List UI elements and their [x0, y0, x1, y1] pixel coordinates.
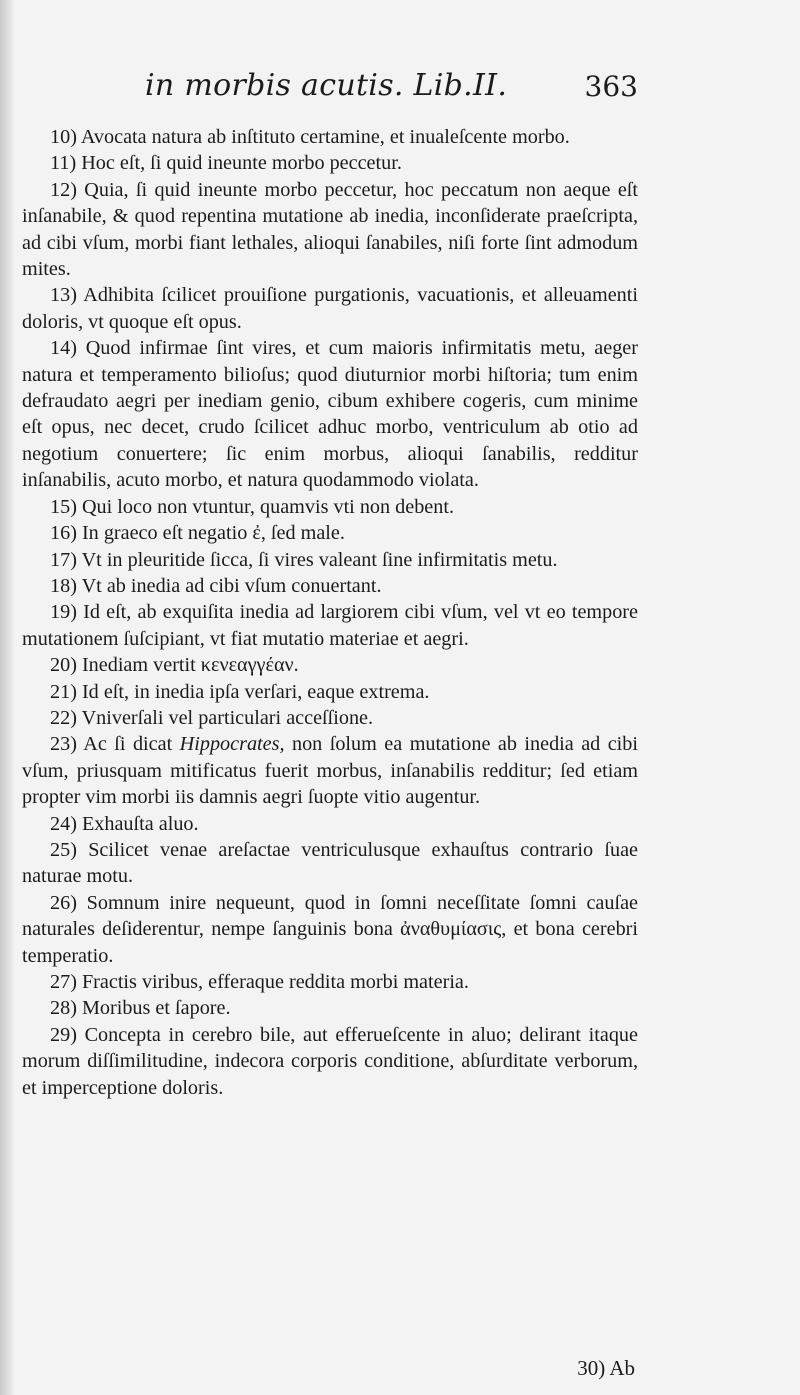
footnotes-block: [22, 124, 638, 1101]
footnote-14: 14) Quod infirmae ſint vires, et cum maioris infirmitatis metu, aeger natura et temperamento bilioſus; quod diuturnior morbi hiſtoria; tum enim defraudato aegri per inediam genio, cibum exhibere cogeris, cum minime eſt opus, nec decet, crudo ſcilicet adhuc morbo, ventriculum ab otio ad negotium conuertere; ſic enim morbus, alioqui ſanabilis, redditur inſanabilis, acuto morbo, et natura quodammodo violata.: [22, 337, 638, 492]
footnote-17: 17) Vt in pleuritide ſicca, ſi vires valeant ſine infirmitatis metu.: [50, 548, 558, 571]
footnote-18: 18) Vt ab inedia ad cibi vſum conuertant.: [50, 574, 382, 597]
footnote-29: 29) Concepta in cerebro bile, aut efferueſcente in aluo; delirant itaque morum diſſimilitudine, indecora corporis conditione, abſurditate verborum, et imperceptione doloris.: [22, 1023, 638, 1099]
footnote-12: 12) Quia, ſi quid ineunte morbo peccetur, hoc peccatum non aeque eſt inſanabile, & quod repentina mutatione ab inedia, inconſiderate praeſcripta, ad cibi vſum, morbi fiant lethales, alioqui ſanabiles, niſi forte ſint admodum mites.: [22, 178, 638, 281]
footnote-28: 28) Moribus et ſapore.: [50, 997, 231, 1020]
footnote-23-text-b: non ſolum ea mutatione ab inedia ad cibi vſum, priusquam mitificatus fuerit morbus, inſanabilis redditur; ſed etiam propter vim morbi iis damnis aegri ſuopte vitio augentur.: [22, 733, 638, 809]
footnote-21: 21) Id eſt, in inedia ipſa verſari, eaque extrema.: [50, 680, 430, 703]
footnote-26: 26) Somnum inire nequeunt, quod in ſomni neceſſitate ſomni cauſae naturales deſiderentur, nempe ſanguinis bona ἀναθυμίασις, et bona cerebri temperatio.: [22, 891, 638, 967]
footnote-15: 15) Qui loco non vtuntur, quamvis vti non debent.: [50, 495, 455, 518]
catchword: 30) Ab: [577, 1356, 635, 1380]
footnote-11: 11) Hoc eſt, ſi quid ineunte morbo peccetur.: [50, 152, 402, 175]
footnote-24: 24) Exhauſta aluo.: [50, 812, 199, 835]
page-gutter-shadow: [0, 0, 14, 1395]
footnote-23: [22, 731, 638, 810]
running-head: in morbis acutis. Lib.II.: [145, 68, 508, 103]
footnote-23-author: Hippocrates,: [179, 733, 285, 756]
footnote-22: 22) Vniverſali vel particulari acceſſione.: [50, 706, 374, 729]
footnote-25: 25) Scilicet venae areſactae ventriculusque exhauſtus contrario ſuae naturae motu.: [22, 838, 638, 888]
footnote-19: 19) Id eſt, ab exquiſita inedia ad largiorem cibi vſum, vel vt eo tempore mutationem ſuſcipiant, vt fiat mutatio materiae et aegri.: [22, 601, 638, 650]
footnote-10: 10) Avocata natura ab inſtituto certamine, et inualeſcente morbo.: [50, 126, 570, 148]
footnote-13: 13) Adhibita ſcilicet prouiſione purgationis, vacuationis, et alleuamenti doloris, vt quoque eſt opus.: [22, 284, 638, 333]
footnote-16: 16) In graeco eſt negatio ἐ, ſed male.: [50, 522, 345, 545]
footnote-23-text-a: 23) Ac ſi dicat: [50, 733, 180, 756]
footnote-27: 27) Fractis viribus, efferaque reddita morbi materia.: [50, 971, 469, 993]
page-number: 363: [584, 70, 638, 103]
footnote-20: 20) Inediam vertit κενεαγγέαν.: [50, 654, 299, 677]
